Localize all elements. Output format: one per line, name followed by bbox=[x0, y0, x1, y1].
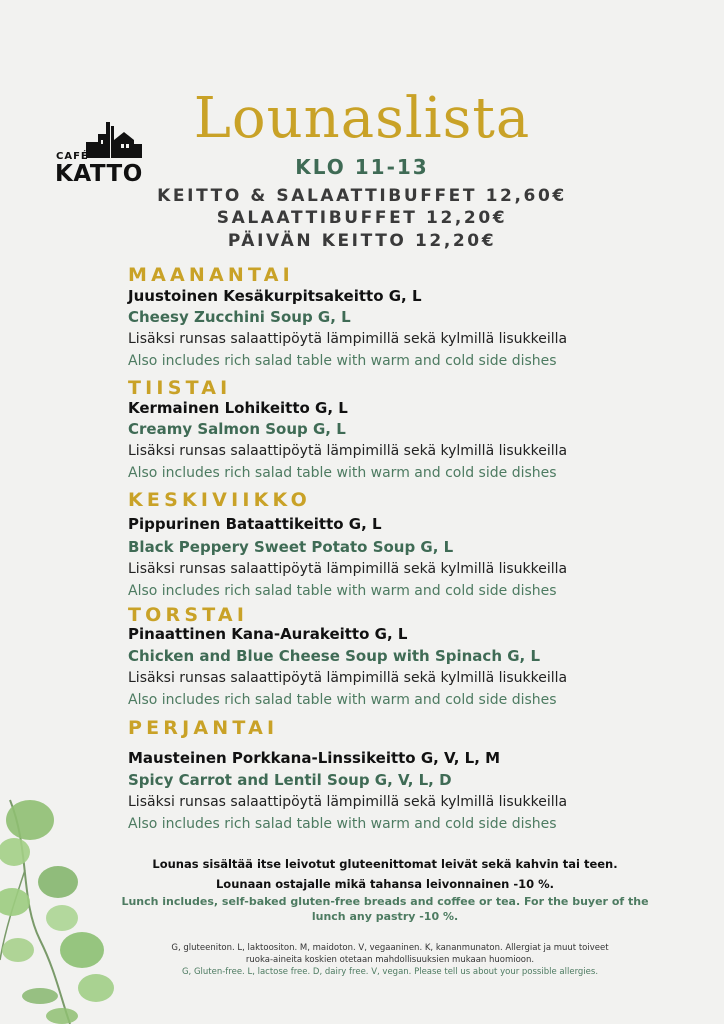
price-salad-buffet: SALAATTIBUFFET 12,20€ bbox=[216, 208, 508, 228]
allergy-legend-fi-2: ruoka-aineita koskien otetaan mahdollisuuksien mukaan huomioon. bbox=[245, 955, 535, 965]
tuesday-note-fi: Lisäksi runsas salaattipöytä lämpimillä sekä kylmillä lisukkeilla bbox=[128, 443, 568, 459]
monday-soup-en: Cheesy Zucchini Soup G, L bbox=[128, 308, 351, 326]
wednesday-note-en: Also includes rich salad table with warm and cold side dishes bbox=[128, 583, 557, 599]
wednesday-soup-en: Black Peppery Sweet Potato Soup G, L bbox=[128, 538, 454, 556]
friday-note-fi: Lisäksi runsas salaattipöytä lämpimillä sekä kylmillä lisukkeilla bbox=[128, 794, 568, 810]
logo-cafe-text: CAFÉ bbox=[56, 151, 89, 162]
allergy-legend-fi-1: G, gluteeniton. L, laktoositon. M, maidoton. V, vegaaninen. K, kananmunaton. Allergiat ja muut toiveet bbox=[171, 943, 609, 953]
logo-name-text: KATTO bbox=[55, 161, 143, 187]
opening-hours: KLO 11-13 bbox=[295, 155, 429, 179]
allergy-legend-en: G, Gluten-free. L, lactose free. D, dairy free. V, vegan. Please tell us about your possible allergies. bbox=[181, 967, 599, 977]
friday-note-en: Also includes rich salad table with warm and cold side dishes bbox=[128, 816, 557, 832]
thursday-note-en: Also includes rich salad table with warm and cold side dishes bbox=[128, 692, 557, 708]
thursday-soup-fi: Pinaattinen Kana-Aurakeitto G, L bbox=[128, 625, 408, 643]
day-heading-wednesday: KESKIVIIKKO bbox=[128, 489, 311, 511]
monday-soup-fi: Juustoinen Kesäkurpitsakeitto G, L bbox=[128, 287, 422, 305]
thursday-note-fi: Lisäksi runsas salaattipöytä lämpimillä sekä kylmillä lisukkeilla bbox=[128, 670, 568, 686]
wednesday-note-fi: Lisäksi runsas salaattipöytä lämpimillä sekä kylmillä lisukkeilla bbox=[128, 561, 568, 577]
tuesday-note-en: Also includes rich salad table with warm and cold side dishes bbox=[128, 465, 557, 481]
eucalyptus-leaves-decoration bbox=[0, 790, 130, 1024]
monday-note-fi: Lisäksi runsas salaattipöytä lämpimillä sekä kylmillä lisukkeilla bbox=[128, 331, 568, 347]
wednesday-soup-fi: Pippurinen Bataattikeitto G, L bbox=[128, 515, 382, 533]
friday-soup-en: Spicy Carrot and Lentil Soup G, V, L, D bbox=[128, 771, 452, 789]
page-title: Lounaslista bbox=[193, 86, 531, 151]
day-heading-thursday: TORSTAI bbox=[128, 604, 249, 626]
day-heading-tuesday: TIISTAI bbox=[128, 377, 232, 399]
friday-soup-fi: Mausteinen Porkkana-Linssikeitto G, V, L, M bbox=[128, 749, 501, 767]
monday-note-en: Also includes rich salad table with warm and cold side dishes bbox=[128, 353, 557, 369]
tuesday-soup-en: Creamy Salmon Soup G, L bbox=[128, 420, 346, 438]
footer-discount-en: lunch any pastry -10 %. bbox=[311, 910, 459, 923]
tuesday-soup-fi: Kermainen Lohikeitto G, L bbox=[128, 399, 348, 417]
footer-lunch-info-en: Lunch includes, self-baked gluten-free breads and coffee or tea. For the buyer of the bbox=[121, 895, 649, 908]
day-heading-monday: MAANANTAI bbox=[128, 264, 294, 286]
thursday-soup-en: Chicken and Blue Cheese Soup with Spinach G, L bbox=[128, 647, 541, 665]
footer-lunch-info-fi: Lounas sisältää itse leivotut gluteenittomat leivät sekä kahvin tai teen. bbox=[152, 857, 618, 871]
footer-discount-fi: Lounaan ostajalle mikä tahansa leivonnainen -10 %. bbox=[215, 877, 555, 891]
price-soup-salad-buffet: KEITTO & SALAATTIBUFFET 12,60€ bbox=[157, 186, 567, 206]
price-soup-of-the-day: PÄIVÄN KEITTO 12,20€ bbox=[227, 231, 497, 251]
day-heading-friday: PERJANTAI bbox=[128, 717, 279, 739]
